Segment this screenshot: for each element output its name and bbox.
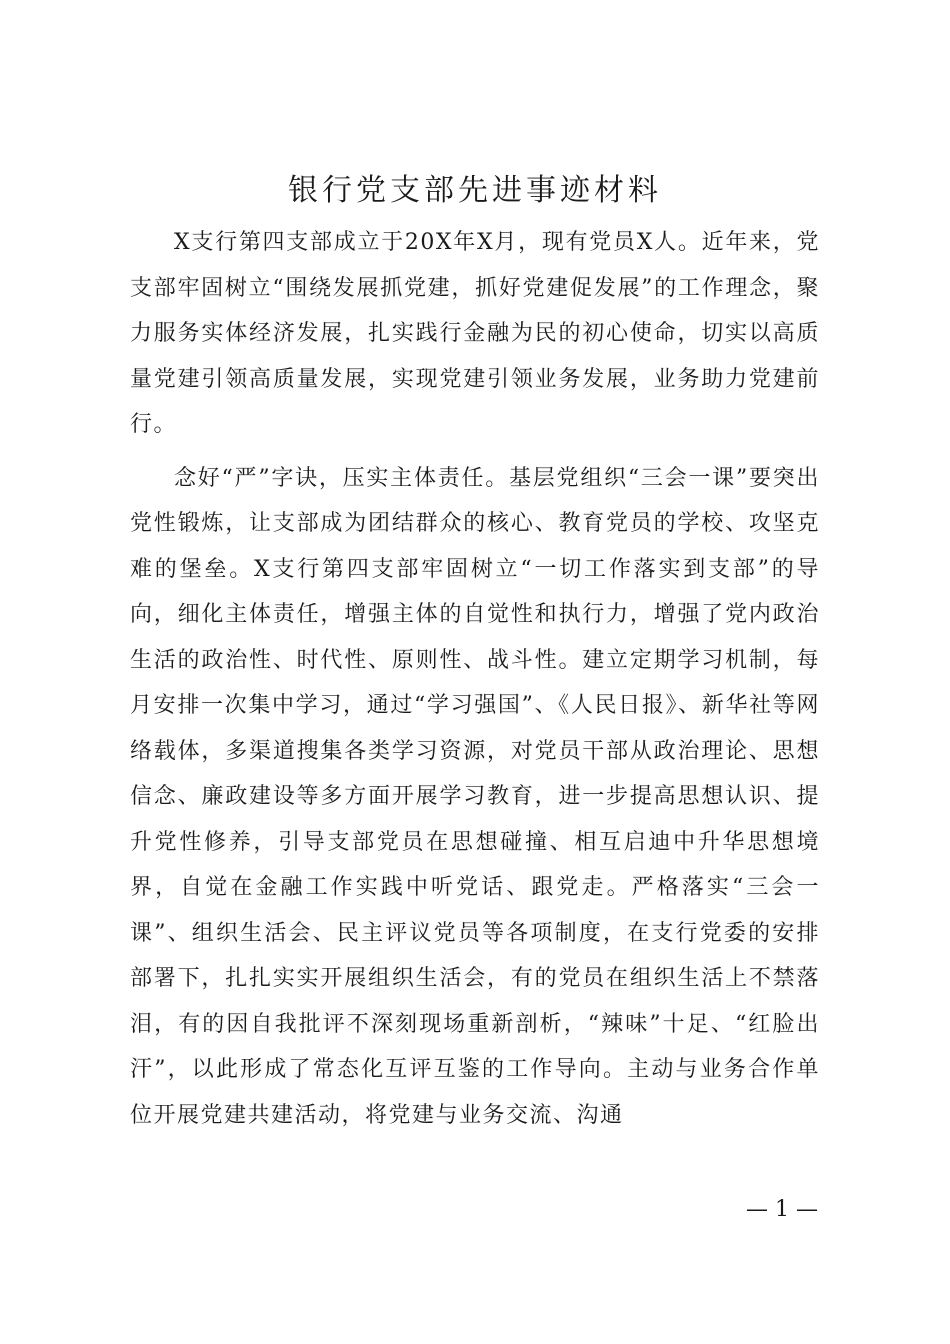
paragraph-intro: X支行第四支部成立于20X年X月，现有党员X人。近年来，党支部牢固树立“围绕发展抓党建，抓好党建促发展”的工作理念，聚力服务实体经济发展，扎实践行金融为民的初心使命，切实以高质量党建引领高质量发展，实现党建引领业务发展，业务助力党建前行。	[130, 230, 820, 437]
page-number: — 1 —	[746, 1197, 818, 1222]
paragraph-responsibility: 念好“严”字诀，压实主体责任。基层党组织“三会一课”要突出党性锻炼，让支部成为团结群众的核心、教育党员的学校、攻坚克难的堡垒。X支行第四支部牢固树立“一切工作落实到支部”的导向，细化主体责任，增强主体的自觉性和执行力，增强了党内政治生活的政治性、时代性、原则性、战斗性。建立定期学习机制，每月安排一次集中学习，通过“学习强国”、《人民日报》、新华社等网络载体，多渠道搜集各类学习资源，对党员干部从政治理论、思想信念、廉政建设等多方面开展学习教育，进一步提高思想认识、提升党性修养，引导支部党员在思想碰撞、相互启迪中升华思想境界，自觉在金融工作实践中听党话、跟党走。严格落实“三会一课”、组织生活会、民主评议党员等各项制度，在支行党委的安排部署下，扎扎实实开展组织生活会，有的党员在组织生活上不禁落泪，有的因自我批评不深刻现场重新剖析，“辣味”十足、“红脸出汗”，以此形成了常态化互评互鉴的工作导向。主动与业务合作单位开展党建共建活动，将党建与业务交流、沟通	[130, 465, 820, 1128]
document-title: 银行党支部先进事迹材料	[288, 173, 662, 208]
document-body	[130, 220, 820, 1146]
